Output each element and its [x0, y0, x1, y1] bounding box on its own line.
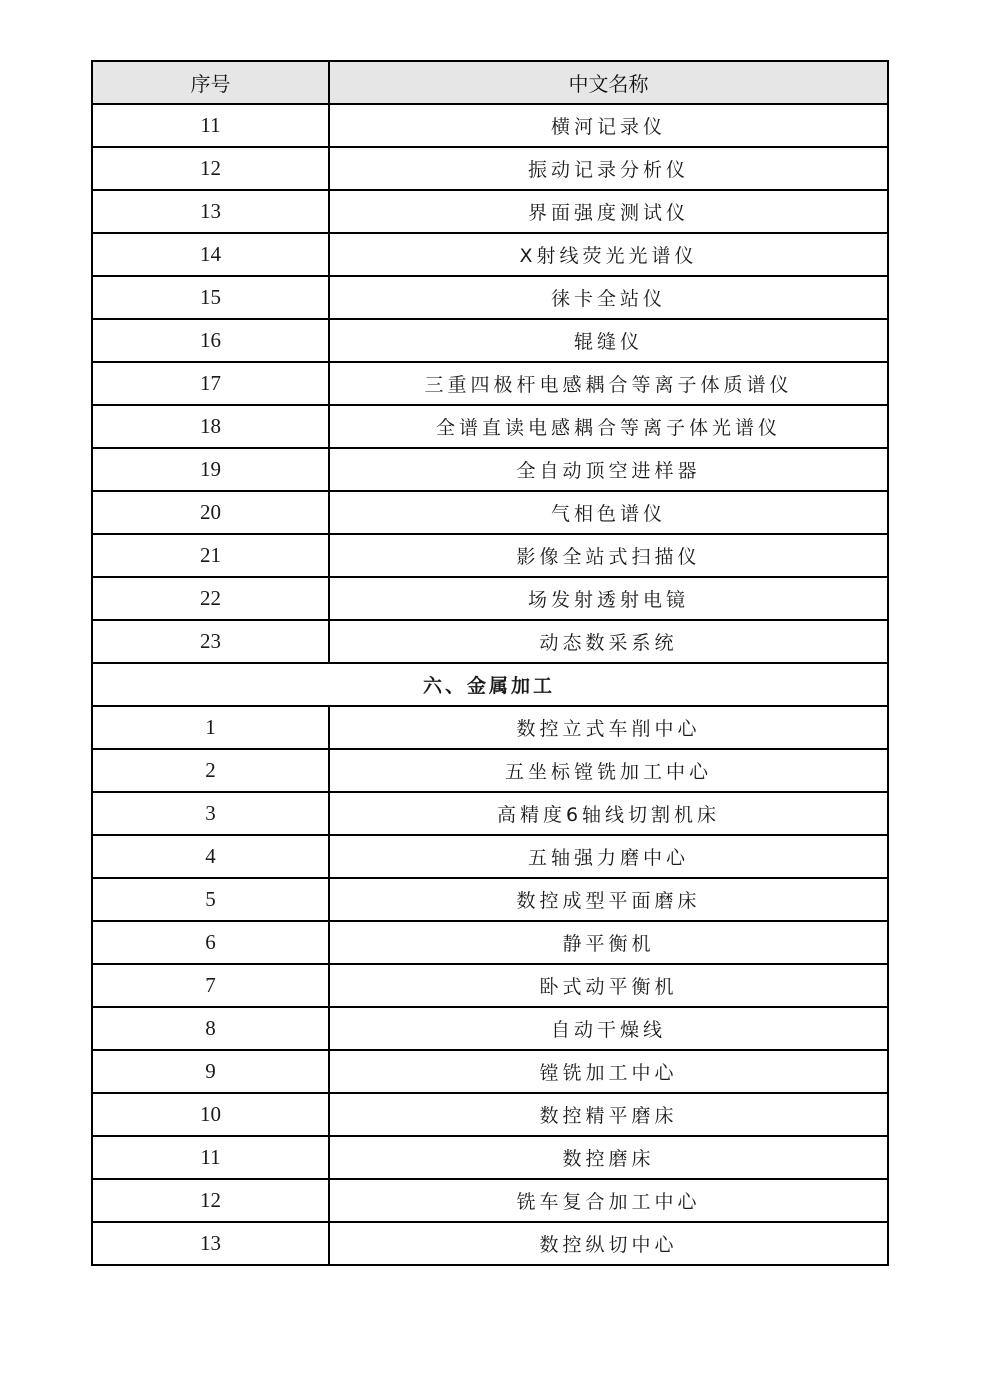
row-number: 12	[92, 1179, 329, 1222]
row-number: 13	[92, 1222, 329, 1265]
row-name: 数控磨床	[329, 1136, 888, 1179]
row-name: 横河记录仪	[329, 104, 888, 147]
row-name: 动态数采系统	[329, 620, 888, 663]
row-name: 辊缝仪	[329, 319, 888, 362]
row-number: 9	[92, 1050, 329, 1093]
row-number: 10	[92, 1093, 329, 1136]
row-number: 7	[92, 964, 329, 1007]
row-number: 18	[92, 405, 329, 448]
table-row	[92, 233, 888, 276]
row-name: 五轴强力磨中心	[329, 835, 888, 878]
table-header	[92, 61, 888, 104]
document-page	[91, 60, 887, 1266]
table-row	[92, 104, 888, 147]
row-name: 影像全站式扫描仪	[329, 534, 888, 577]
table-row	[92, 1136, 888, 1179]
row-name: 五坐标镗铣加工中心	[329, 749, 888, 792]
row-name: 数控纵切中心	[329, 1222, 888, 1265]
row-name: 三重四极杆电感耦合等离子体质谱仪	[329, 362, 888, 405]
table-row	[92, 964, 888, 1007]
table-row	[92, 491, 888, 534]
row-number: 3	[92, 792, 329, 835]
row-name: 全自动顶空进样器	[329, 448, 888, 491]
section-header-row	[92, 663, 888, 706]
row-number: 23	[92, 620, 329, 663]
row-number: 2	[92, 749, 329, 792]
row-name: 徕卡全站仪	[329, 276, 888, 319]
table-row	[92, 577, 888, 620]
row-name: 数控立式车削中心	[329, 706, 888, 749]
table-body	[92, 104, 888, 1265]
row-name: 数控成型平面磨床	[329, 878, 888, 921]
row-name: 卧式动平衡机	[329, 964, 888, 1007]
row-number: 8	[92, 1007, 329, 1050]
row-name: 镗铣加工中心	[329, 1050, 888, 1093]
table-row	[92, 706, 888, 749]
row-name: X射线荧光光谱仪	[329, 233, 888, 276]
row-number: 15	[92, 276, 329, 319]
table-row	[92, 1093, 888, 1136]
row-name: 界面强度测试仪	[329, 190, 888, 233]
table-row	[92, 1179, 888, 1222]
row-name: 静平衡机	[329, 921, 888, 964]
row-name: 气相色谱仪	[329, 491, 888, 534]
row-number: 1	[92, 706, 329, 749]
table-row	[92, 835, 888, 878]
row-name: 全谱直读电感耦合等离子体光谱仪	[329, 405, 888, 448]
row-name: 振动记录分析仪	[329, 147, 888, 190]
row-number: 5	[92, 878, 329, 921]
table-row	[92, 534, 888, 577]
row-number: 11	[92, 1136, 329, 1179]
header-name: 中文名称	[329, 61, 888, 104]
table-row	[92, 620, 888, 663]
row-name: 铣车复合加工中心	[329, 1179, 888, 1222]
table-row	[92, 921, 888, 964]
table-row	[92, 362, 888, 405]
table-row	[92, 448, 888, 491]
row-number: 13	[92, 190, 329, 233]
row-name: 数控精平磨床	[329, 1093, 888, 1136]
table-row	[92, 405, 888, 448]
row-number: 17	[92, 362, 329, 405]
row-name: 场发射透射电镜	[329, 577, 888, 620]
row-number: 11	[92, 104, 329, 147]
equipment-table	[91, 60, 889, 1266]
table-row	[92, 1222, 888, 1265]
table-row	[92, 276, 888, 319]
table-row	[92, 792, 888, 835]
row-number: 22	[92, 577, 329, 620]
row-name: 自动干燥线	[329, 1007, 888, 1050]
table-row	[92, 190, 888, 233]
row-number: 12	[92, 147, 329, 190]
row-number: 16	[92, 319, 329, 362]
table-row	[92, 319, 888, 362]
header-number: 序号	[92, 61, 329, 104]
row-number: 21	[92, 534, 329, 577]
row-number: 6	[92, 921, 329, 964]
header-row	[92, 61, 888, 104]
row-number: 4	[92, 835, 329, 878]
table-row	[92, 749, 888, 792]
row-name: 高精度6轴线切割机床	[329, 792, 888, 835]
table-row	[92, 878, 888, 921]
row-number: 20	[92, 491, 329, 534]
row-number: 19	[92, 448, 329, 491]
table-row	[92, 147, 888, 190]
row-number: 14	[92, 233, 329, 276]
table-row	[92, 1050, 888, 1093]
section-title: 六、金属加工	[92, 663, 888, 706]
table-row	[92, 1007, 888, 1050]
